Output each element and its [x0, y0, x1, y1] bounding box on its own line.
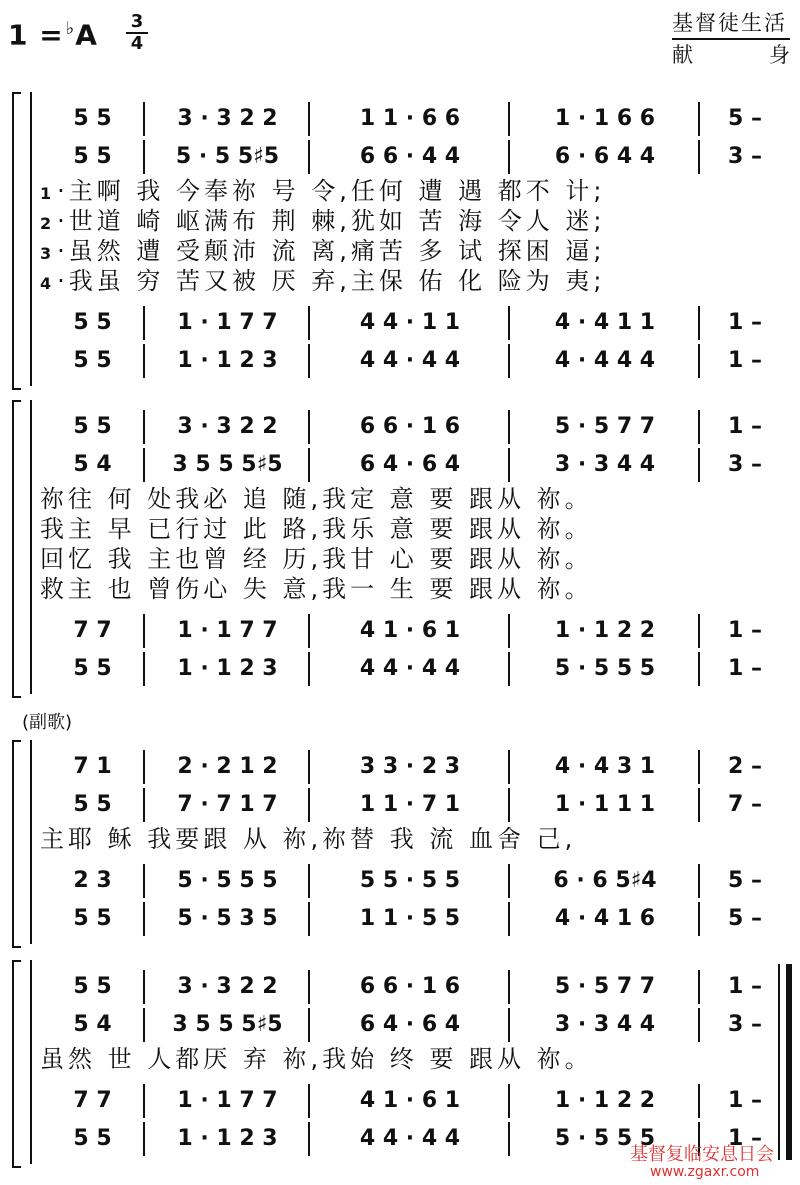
measure: 3 –	[728, 451, 762, 477]
barline	[698, 306, 700, 340]
staff-row	[0, 138, 800, 174]
verse-number: 2	[40, 214, 56, 233]
final-barline-thick	[786, 964, 792, 1160]
barline	[143, 1122, 145, 1156]
barline	[698, 1084, 700, 1118]
measure: 5 · 5 7 7	[554, 413, 656, 439]
measure: 1 · 1 2 3	[177, 347, 278, 373]
verse-number: 1	[40, 184, 56, 203]
barline	[308, 140, 310, 174]
measure: 5 –	[728, 867, 762, 893]
barline	[508, 1008, 510, 1042]
barline	[698, 140, 700, 174]
barline	[698, 750, 700, 784]
barline	[143, 1084, 145, 1118]
measure: 5 –	[728, 905, 762, 931]
measure: 4 4 · 4 4	[359, 655, 461, 681]
measure: 1 · 1 2 2	[554, 1087, 656, 1113]
barline	[308, 1084, 310, 1118]
barline	[143, 306, 145, 340]
barline	[308, 788, 310, 822]
measure: 5 –	[728, 105, 762, 131]
staff-row	[0, 446, 800, 482]
measure: 6 6 · 1 6	[359, 413, 461, 439]
measure: 5 5	[73, 105, 112, 131]
lyric-text: ·我虽 穷 苦又被 厌 弃,主保 佑 化 险为 夷;	[57, 267, 606, 295]
measure: 6 4 · 6 4	[359, 451, 461, 477]
measure: 5 5	[73, 413, 112, 439]
lyric-text: 救主 也 曾伤心 失 意,我一 生 要 跟从 祢。	[40, 575, 593, 603]
measure: 5 4	[73, 1011, 112, 1037]
staff-row	[0, 862, 800, 898]
measure: 5 · 5 5 5	[554, 655, 656, 681]
measure: 5 5	[73, 309, 112, 335]
staff-row	[0, 342, 800, 378]
measure: 5 5	[73, 1125, 112, 1151]
barline	[698, 448, 700, 482]
barline	[308, 750, 310, 784]
barline	[143, 750, 145, 784]
measure: 5 5 · 5 5	[359, 867, 461, 893]
verse-number: 3	[40, 244, 56, 263]
lyric-line	[40, 484, 780, 514]
staff-row	[0, 968, 800, 1004]
measure: 6 · 6 4 4	[554, 143, 656, 169]
measure: 6 4 · 6 4	[359, 1011, 461, 1037]
staff-row	[0, 408, 800, 444]
barline	[698, 614, 700, 648]
barline	[508, 750, 510, 784]
measure: 1 · 1 6 6	[554, 105, 656, 131]
measure: 1 –	[728, 1087, 762, 1113]
barline	[698, 1008, 700, 1042]
barline	[698, 788, 700, 822]
barline	[698, 410, 700, 444]
measure: 4 1 · 6 1	[359, 617, 461, 643]
key-signature	[8, 18, 98, 51]
verse-number: 4	[40, 274, 56, 293]
source-name: 基督徒生活	[672, 8, 790, 40]
measure: 7 7	[73, 617, 112, 643]
lyric-line	[40, 824, 780, 854]
measure: 3 –	[728, 143, 762, 169]
measure: 7 · 7 1 7	[177, 791, 278, 817]
staff-row	[0, 900, 800, 936]
barline	[698, 344, 700, 378]
measure: 5 5	[73, 791, 112, 817]
measure: 7 1	[73, 753, 112, 779]
measure: 1 –	[728, 655, 762, 681]
staff-row	[0, 650, 800, 686]
meter-bottom: 4	[126, 32, 148, 54]
measure: 5 · 5 5 5	[554, 1125, 656, 1151]
measure: 6 6 · 4 4	[359, 143, 461, 169]
staff-row	[0, 1006, 800, 1042]
lyric-line	[40, 266, 780, 296]
measure: 3 3 · 2 3	[359, 753, 461, 779]
barline	[508, 1084, 510, 1118]
lyric-text: ·世道 崎 岖满布 荆 棘,犹如 苦 海 令人 迷;	[57, 207, 606, 235]
lyric-line	[40, 176, 780, 206]
lyric-text: ·主啊 我 今奉祢 号 令,任何 遭 遇 都不 计;	[57, 177, 606, 205]
measure: 1 –	[728, 347, 762, 373]
barline	[143, 902, 145, 936]
staff-row	[0, 786, 800, 822]
measure: 4 4 · 1 1	[359, 309, 461, 335]
measure: 5 · 5 7 7	[554, 973, 656, 999]
barline	[143, 344, 145, 378]
barline	[308, 864, 310, 898]
watermark: 基督复临安息日会	[630, 1144, 774, 1165]
staff-row	[0, 1082, 800, 1118]
barline	[698, 102, 700, 136]
barline	[308, 1122, 310, 1156]
barline	[143, 448, 145, 482]
measure: 2 –	[728, 753, 762, 779]
song-source	[672, 8, 790, 70]
measure: 1 1 · 5 5	[359, 905, 461, 931]
lyric-line	[40, 514, 780, 544]
meter-top: 3	[130, 11, 144, 32]
measure: 4 · 4 1 6	[554, 905, 656, 931]
lyric-text: 祢往 何 处我必 追 随,我定 意 要 跟从 祢。	[40, 485, 593, 513]
barline	[508, 102, 510, 136]
staff-row	[0, 748, 800, 784]
measure: 3 5 5 5♯5	[172, 1011, 283, 1037]
measure: 1 · 1 7 7	[177, 617, 278, 643]
measure: 1 · 1 7 7	[177, 1087, 278, 1113]
barline	[143, 614, 145, 648]
measure: 5 5	[73, 973, 112, 999]
lyric-line	[40, 544, 780, 574]
measure: 1 1 · 7 1	[359, 791, 461, 817]
barline	[143, 102, 145, 136]
measure: 4 · 4 1 1	[554, 309, 656, 335]
measure: 1 · 1 7 7	[177, 309, 278, 335]
measure: 4 1 · 6 1	[359, 1087, 461, 1113]
staff-row	[0, 304, 800, 340]
score-system	[0, 400, 800, 694]
measure: 5 4	[73, 451, 112, 477]
barline	[698, 902, 700, 936]
measure: 3 5 5 5♯5	[172, 451, 283, 477]
lyric-text: ·虽然 遭 受颠沛 流 离,痛苦 多 试 探困 逼;	[57, 237, 606, 265]
barline	[508, 864, 510, 898]
barline	[308, 448, 310, 482]
barline	[308, 614, 310, 648]
final-barline-thin	[778, 964, 780, 1160]
measure: 4 · 4 4 4	[554, 347, 656, 373]
lyric-text: 主耶 稣 我要跟 从 祢,祢替 我 流 血舍 己,	[40, 825, 577, 853]
time-signature	[126, 12, 148, 54]
measure: 5 5	[73, 347, 112, 373]
measure: 1 · 1 2 3	[177, 655, 278, 681]
measure: 4 4 · 4 4	[359, 347, 461, 373]
measure: 5 · 5 3 5	[177, 905, 278, 931]
flat-sign: ♭	[65, 18, 76, 39]
barline	[143, 1008, 145, 1042]
measure: 3 · 3 4 4	[554, 1011, 656, 1037]
barline	[143, 970, 145, 1004]
lyric-line	[40, 574, 780, 604]
barline	[308, 102, 310, 136]
measure: 2 3	[73, 867, 112, 893]
barline	[508, 140, 510, 174]
measure: 1 –	[728, 1125, 762, 1151]
barline	[508, 448, 510, 482]
title-char-2: 身	[769, 43, 790, 67]
barline	[143, 410, 145, 444]
measure: 3 · 3 2 2	[177, 105, 278, 131]
measure: 5 · 5 5♯5	[175, 143, 280, 169]
barline	[143, 652, 145, 686]
measure: 1 · 1 2 3	[177, 1125, 278, 1151]
barline	[308, 410, 310, 444]
title-char-1: 献	[672, 43, 693, 67]
measure: 7 –	[728, 791, 762, 817]
measure: 5 5	[73, 143, 112, 169]
barline	[308, 1008, 310, 1042]
barline	[308, 344, 310, 378]
barline	[308, 902, 310, 936]
measure: 6 · 6 5♯4	[553, 867, 657, 893]
measure: 1 –	[728, 413, 762, 439]
barline	[698, 864, 700, 898]
measure: 5 · 5 5 5	[177, 867, 278, 893]
lyric-line	[40, 206, 780, 236]
barline	[508, 614, 510, 648]
measure: 4 4 · 4 4	[359, 1125, 461, 1151]
measure: 7 7	[73, 1087, 112, 1113]
barline	[508, 306, 510, 340]
barline	[308, 306, 310, 340]
score-system	[0, 92, 800, 386]
barline	[508, 1122, 510, 1156]
measure: 1 · 1 2 2	[554, 617, 656, 643]
barline	[508, 344, 510, 378]
measure: 2 · 2 1 2	[177, 753, 278, 779]
barline	[698, 652, 700, 686]
measure: 3 · 3 4 4	[554, 451, 656, 477]
measure: 1 –	[728, 973, 762, 999]
lyric-text: 回忆 我 主也曾 经 历,我甘 心 要 跟从 祢。	[40, 545, 593, 573]
section-label: (副歌)	[22, 712, 73, 733]
barline	[508, 652, 510, 686]
lyric-line	[40, 1044, 780, 1074]
barline	[698, 970, 700, 1004]
barline	[508, 902, 510, 936]
measure: 6 6 · 1 6	[359, 973, 461, 999]
lyric-line	[40, 236, 780, 266]
barline	[143, 140, 145, 174]
staff-row	[0, 612, 800, 648]
barline	[308, 652, 310, 686]
barline	[508, 970, 510, 1004]
measure: 4 · 4 3 1	[554, 753, 656, 779]
measure: 5 5	[73, 905, 112, 931]
measure: 1 –	[728, 309, 762, 335]
key-note: A	[75, 18, 98, 52]
measure: 1 –	[728, 617, 762, 643]
barline	[143, 788, 145, 822]
measure: 5 5	[73, 655, 112, 681]
song-title	[672, 40, 790, 70]
lyric-text: 我主 早 已行过 此 路,我乐 意 要 跟从 祢。	[40, 515, 593, 543]
key-prefix: 1 =	[8, 18, 64, 52]
watermark-url: www.zgaxr.com	[650, 1164, 760, 1180]
barline	[508, 410, 510, 444]
measure: 3 · 3 2 2	[177, 413, 278, 439]
barline	[508, 788, 510, 822]
measure: 1 1 · 6 6	[359, 105, 461, 131]
measure: 3 –	[728, 1011, 762, 1037]
lyric-text: 虽然 世 人都厌 弃 祢,我始 终 要 跟从 祢。	[40, 1045, 593, 1073]
barline	[143, 864, 145, 898]
score-system	[0, 740, 800, 944]
staff-row	[0, 100, 800, 136]
barline	[308, 970, 310, 1004]
score-system	[0, 960, 800, 1164]
measure: 3 · 3 2 2	[177, 973, 278, 999]
measure: 1 · 1 1 1	[554, 791, 656, 817]
